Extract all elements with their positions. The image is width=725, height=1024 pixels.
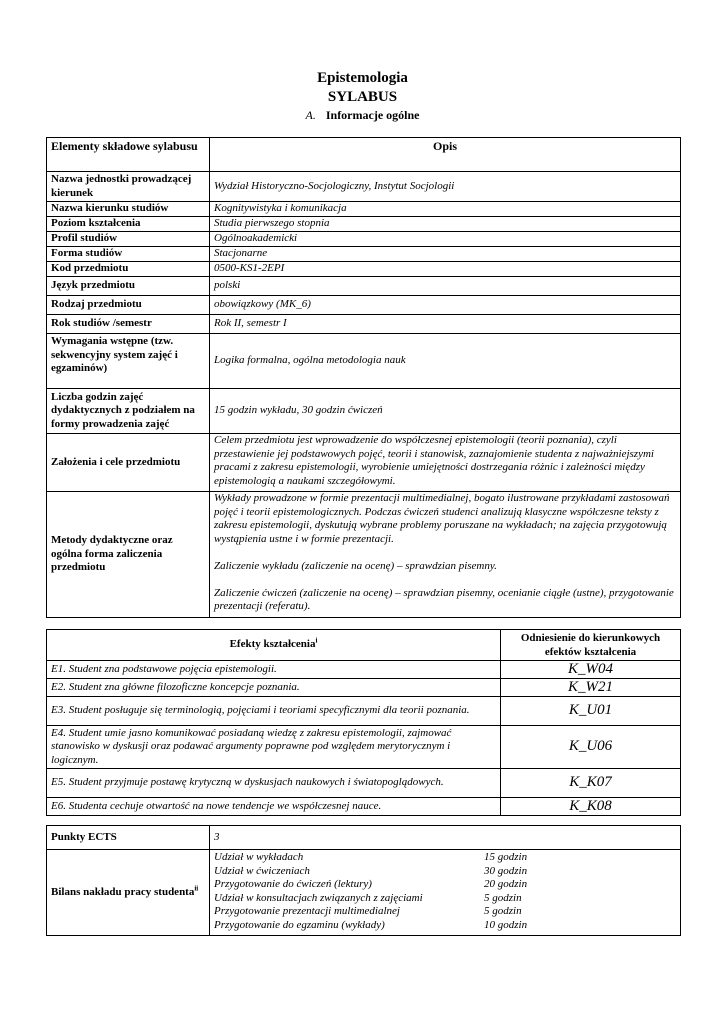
col-header-reference: Odniesienie do kierunkowych efektów kształcenia — [501, 630, 681, 661]
table-row — [47, 492, 681, 618]
row-label: Nazwa jednostki prowadzącej kierunek — [47, 172, 210, 202]
table-row — [47, 826, 681, 850]
table-row — [47, 389, 681, 434]
col-header-opis: Opis — [210, 138, 681, 172]
workload-item-hours: 5 godzin — [484, 891, 522, 904]
table-row — [47, 850, 681, 936]
row-label: Forma studiów — [47, 247, 210, 262]
list-item — [214, 919, 676, 933]
row-value: obowiązkowy (MK_6) — [210, 296, 681, 315]
row-value: Ogólnoakademicki — [210, 232, 681, 247]
row-value: Rok II, semestr I — [210, 315, 681, 334]
info-table-header — [47, 138, 681, 172]
document-subtitle: SYLABUS — [327, 89, 398, 105]
workload-item-name: Przygotowanie do ćwiczeń (lektury) — [214, 878, 372, 890]
col-header-elements: Elementy składowe sylabusu — [47, 138, 210, 172]
section-letter: A. — [305, 108, 316, 122]
row-label: Poziom kształcenia — [47, 217, 210, 232]
table-row — [47, 798, 681, 816]
outcome-text: E3. Student posługuje się terminologią, pojęciami i teoriami specyficznymi dla teorii poznania. — [47, 697, 501, 726]
row-value: Kognitywistyka i komunikacja — [210, 202, 681, 217]
row-label: Założenia i cele przedmiotu — [47, 434, 210, 492]
table-row — [47, 726, 681, 769]
outcome-code: K_K08 — [501, 798, 681, 816]
ects-points-value: 3 — [210, 826, 681, 850]
outcome-text: E4. Student umie jasno komunikować posiadaną wiedzę z zakresu epistemologii, zajmować stanowisko w dyskusji oraz podawać argumenty poprawne pod względem merytorycznym i logicznym. — [47, 726, 501, 769]
footnote-marker: ii — [194, 884, 199, 893]
table-row — [47, 769, 681, 798]
outcome-code: K_W21 — [501, 679, 681, 697]
outcome-text: E1. Student zna podstawowe pojęcia epistemologii. — [47, 661, 501, 679]
list-item — [214, 878, 676, 892]
document-title: Epistemologia — [317, 70, 408, 86]
outcome-code: K_W04 — [501, 661, 681, 679]
outcomes-header — [47, 630, 681, 661]
workload-item-hours: 5 godzin — [484, 905, 522, 917]
footnote-marker: i — [315, 636, 318, 645]
outcome-code: K_U01 — [501, 697, 681, 726]
outcome-code: K_K07 — [501, 769, 681, 798]
workload-item-name: Udział w wykładach — [214, 851, 304, 863]
row-value: 15 godzin wykładu, 30 godzin ćwiczeń — [210, 389, 681, 434]
section-title: Informacje ogólne — [325, 108, 420, 122]
outcomes-table — [46, 629, 681, 816]
workload-item-name: Przygotowanie do egzaminu (wykłady) — [214, 918, 385, 931]
workload-item-hours: 10 godzin — [484, 918, 528, 931]
workload-label-text: Bilans nakładu pracy studenta — [51, 885, 195, 898]
col-header-outcomes-label: Efekty kształcenia — [229, 638, 316, 651]
list-item — [214, 865, 676, 879]
list-item — [214, 892, 676, 906]
workload-item-hours: 30 godzin — [484, 864, 528, 877]
outcome-text: E2. Student zna główne filozoficzne koncepcje poznania. — [47, 679, 501, 697]
workload-item-name: Przygotowanie prezentacji multimedialnej — [214, 905, 400, 917]
row-label: Rodzaj przedmiotu — [47, 296, 210, 315]
table-row — [47, 277, 681, 296]
table-row — [47, 172, 681, 202]
workload-item-name: Udział w konsultacjach związanych z zajęciami — [214, 891, 423, 904]
list-item — [214, 905, 676, 919]
workload-list — [210, 850, 681, 936]
row-label: Wymagania wstępne (tzw. sekwencyjny system zajęć i egzaminów) — [47, 334, 210, 389]
workload-label — [47, 850, 210, 936]
table-row — [47, 232, 681, 247]
table-row — [47, 296, 681, 315]
workload-item-hours: 20 godzin — [484, 878, 528, 890]
row-label: Język przedmiotu — [47, 277, 210, 296]
row-value: Logika formalna, ogólna metodologia nauk — [210, 334, 681, 389]
row-value: Stacjonarne — [210, 247, 681, 262]
ects-points-label: Punkty ECTS — [47, 826, 210, 850]
table-row — [47, 679, 681, 697]
row-label: Metody dydaktyczne oraz ogólna forma zaliczenia przedmiotu — [47, 492, 210, 618]
col-header-outcomes — [47, 630, 501, 661]
outcome-text: E5. Student przyjmuje postawę krytyczną w dyskusjach naukowych i światopoglądowych. — [47, 769, 501, 798]
table-row — [47, 217, 681, 232]
row-label: Nazwa kierunku studiów — [47, 202, 210, 217]
table-row — [47, 262, 681, 277]
row-label: Kod przedmiotu — [47, 262, 210, 277]
table-row — [47, 434, 681, 492]
table-row — [47, 247, 681, 262]
row-value: Studia pierwszego stopnia — [210, 217, 681, 232]
row-label: Profil studiów — [47, 232, 210, 247]
list-item — [214, 851, 676, 865]
table-row — [47, 315, 681, 334]
row-label: Liczba godzin zajęć dydaktycznych z podziałem na formy prowadzenia zajęć — [47, 389, 210, 434]
workload-item-hours: 15 godzin — [484, 851, 528, 863]
row-label: Rok studiów /semestr — [47, 315, 210, 334]
row-value: Wykłady prowadzone w formie prezentacji multimedialnej, bogato ilustrowane przykładami zastosowań pojęć i teorii epistemologicznych. Podczas ćwiczeń studenci analizują klasyczne współczesne teksty z zakresu epistemologii, dyskutują wybrane problemy poruszane na wykładach; na zajęcia przygotowują wystąpienia ustne i w formie prezentacji. Zaliczenie wykładu (zaliczenie na ocenę) – sprawdzian pisemny. Zaliczenie ćwiczeń (zaliczenie na ocenę) – sprawdzian pisemny, ocenianie ciągłe (ustne), przygotowanie prezentacji (referatu). — [210, 492, 681, 618]
table-row — [47, 697, 681, 726]
table-row — [47, 661, 681, 679]
row-value: polski — [210, 277, 681, 296]
row-value: Wydział Historyczno-Socjologiczny, Instytut Socjologii — [210, 172, 681, 202]
row-value: Celem przedmiotu jest wprowadzenie do współczesnej epistemologii (teorii poznania), czyli przestawienie jej podstawowych pojęć, teorii i stanowisk, zaznajomienie studenta z najważniejszymi pracami z zakresu epistemologii, wyrobienie umiejętności dostrzegania różnic i zależności między epistemologią a naukami szczegółowymi. — [210, 434, 681, 492]
workload-item-name: Udział w ćwiczeniach — [214, 864, 310, 877]
outcome-text: E6. Studenta cechuje otwartość na nowe tendencje we współczesnej nauce. — [47, 798, 501, 816]
table-row — [47, 334, 681, 389]
ects-table — [46, 825, 681, 936]
row-value: 0500-KS1-2EPI — [210, 262, 681, 277]
info-table — [46, 137, 681, 618]
outcome-code: K_U06 — [501, 726, 681, 769]
section-heading — [0, 108, 725, 123]
table-row — [47, 202, 681, 217]
